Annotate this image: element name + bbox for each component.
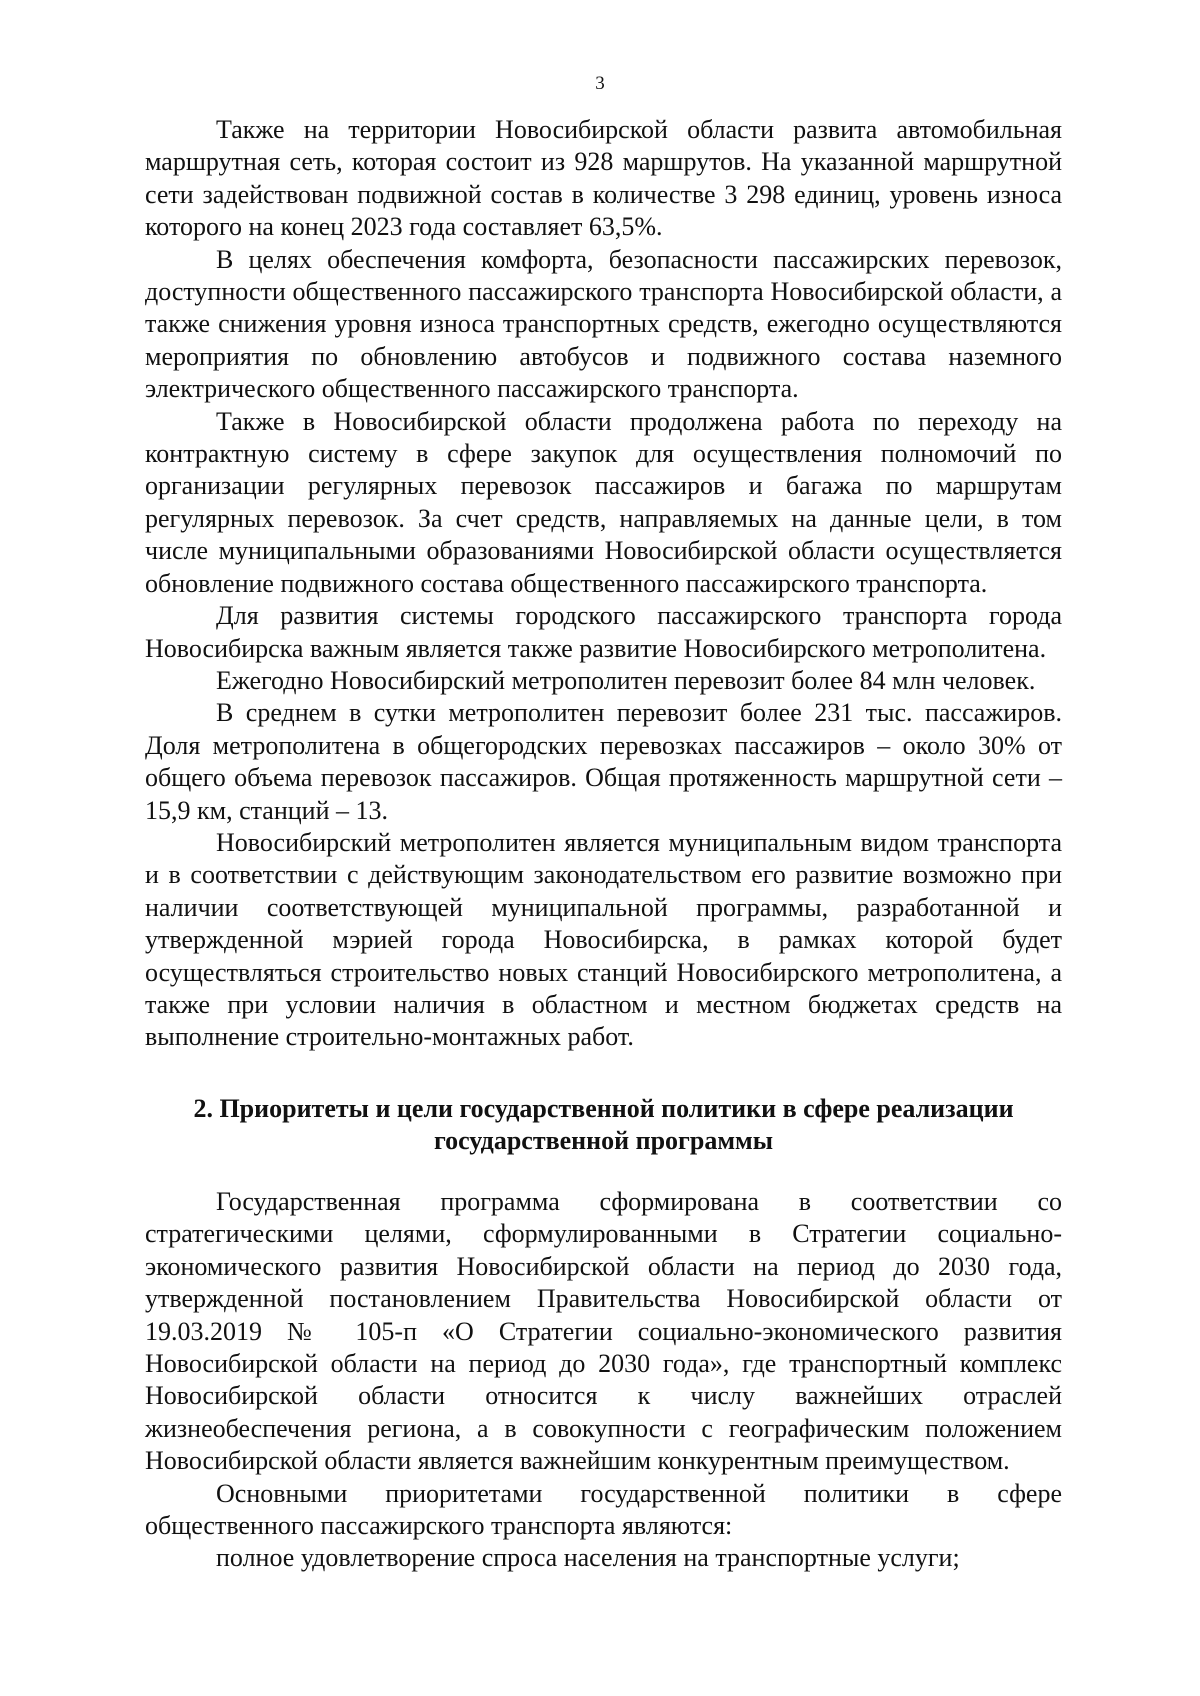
heading-line: государственной программы [433,1126,774,1155]
paragraph: Для развития системы городского пассажирского транспорта города Новосибирска важным является также развитие Новосибирского метрополитена. [145,601,1062,663]
paragraph: Также на территории Новосибирской области развита автомобильная маршрутная сеть, которая состоит из 928 маршрутов. На указанной маршрутной сети задействован подвижной состав в количестве 3 298 единиц, уровень износа которого на конец 2023 года составляет 63,5%. [145,115,1062,242]
paragraph: Основными приоритетами государственной политики в сфере общественного пассажирского транспорта являются: [145,1478,1062,1541]
paragraph: Новосибирский метрополитен является муниципальным видом транспорта и в соответствии с действующим законодательством его развитие возможно при наличии соответствующей муниципальной программы, разработанной и утвержденной мэрией города Новосибирска, в рамках которой будет осуществляться строительство новых станций Новосибирского метрополитена, а также при условии наличия в областном и местном бюджетах средств на выполнение строительно-монтажных работ. [145,827,1062,1052]
page-number: 3 [595,73,605,94]
paragraph: Государственная программа сформирована в соответствии со стратегическими целями, сформулированными в Стратегии социально-экономического развития Новосибирской области на период до 2030 года, утвержденной постановлением Правительства Новосибирской области от 19.03.2019 № 105-п «О Стратегии социально-экономического развития Новосибирской области на период до 2030 года», где транспортный комплекс Новосибирской области относится к числу важнейших отраслей жизнеобеспечения региона, а в совокупности с географическим положением Новосибирской области является важнейшим конкурентным преимуществом. [145,1187,1062,1476]
section-2-heading [145,1093,1062,1157]
paragraph: В целях обеспечения комфорта, безопасности пассажирских перевозок, доступности общественного пассажирского транспорта Новосибирской области, а также снижения уровня износа транспортных средств, ежегодно осуществляются мероприятия по обновлению автобусов и подвижного состава наземного электрического общественного пассажирского транспорта. [145,244,1062,404]
paragraph: полное удовлетворение спроса населения на транспортные услуги; [216,1543,960,1573]
heading-line: 2. Приоритеты и цели государственной политики в сфере реализации [193,1094,1014,1123]
paragraph: Также в Новосибирской области продолжена работа по переходу на контрактную систему в сфере закупок для осуществления полномочий по организации регулярных перевозок пассажиров и багажа по маршрутам регулярных перевозок. За счет средств, направляемых на данные цели, в том числе муниципальными образованиями Новосибирской области осуществляется обновление подвижного состава общественного пассажирского транспорта. [145,406,1062,598]
paragraph: Ежегодно Новосибирский метрополитен перевозит более 84 млн человек. [216,665,1036,695]
section-1-body [145,114,1062,1054]
paragraph: В среднем в сутки метрополитен перевозит более 231 тыс. пассажиров. Доля метрополитена в общегородских перевозках пассажиров – около 30% от общего объема перевозок пассажиров. Общая протяженность маршрутной сети – 15,9 км, станций – 13. [145,698,1062,825]
section-2-body [145,1186,1062,1575]
